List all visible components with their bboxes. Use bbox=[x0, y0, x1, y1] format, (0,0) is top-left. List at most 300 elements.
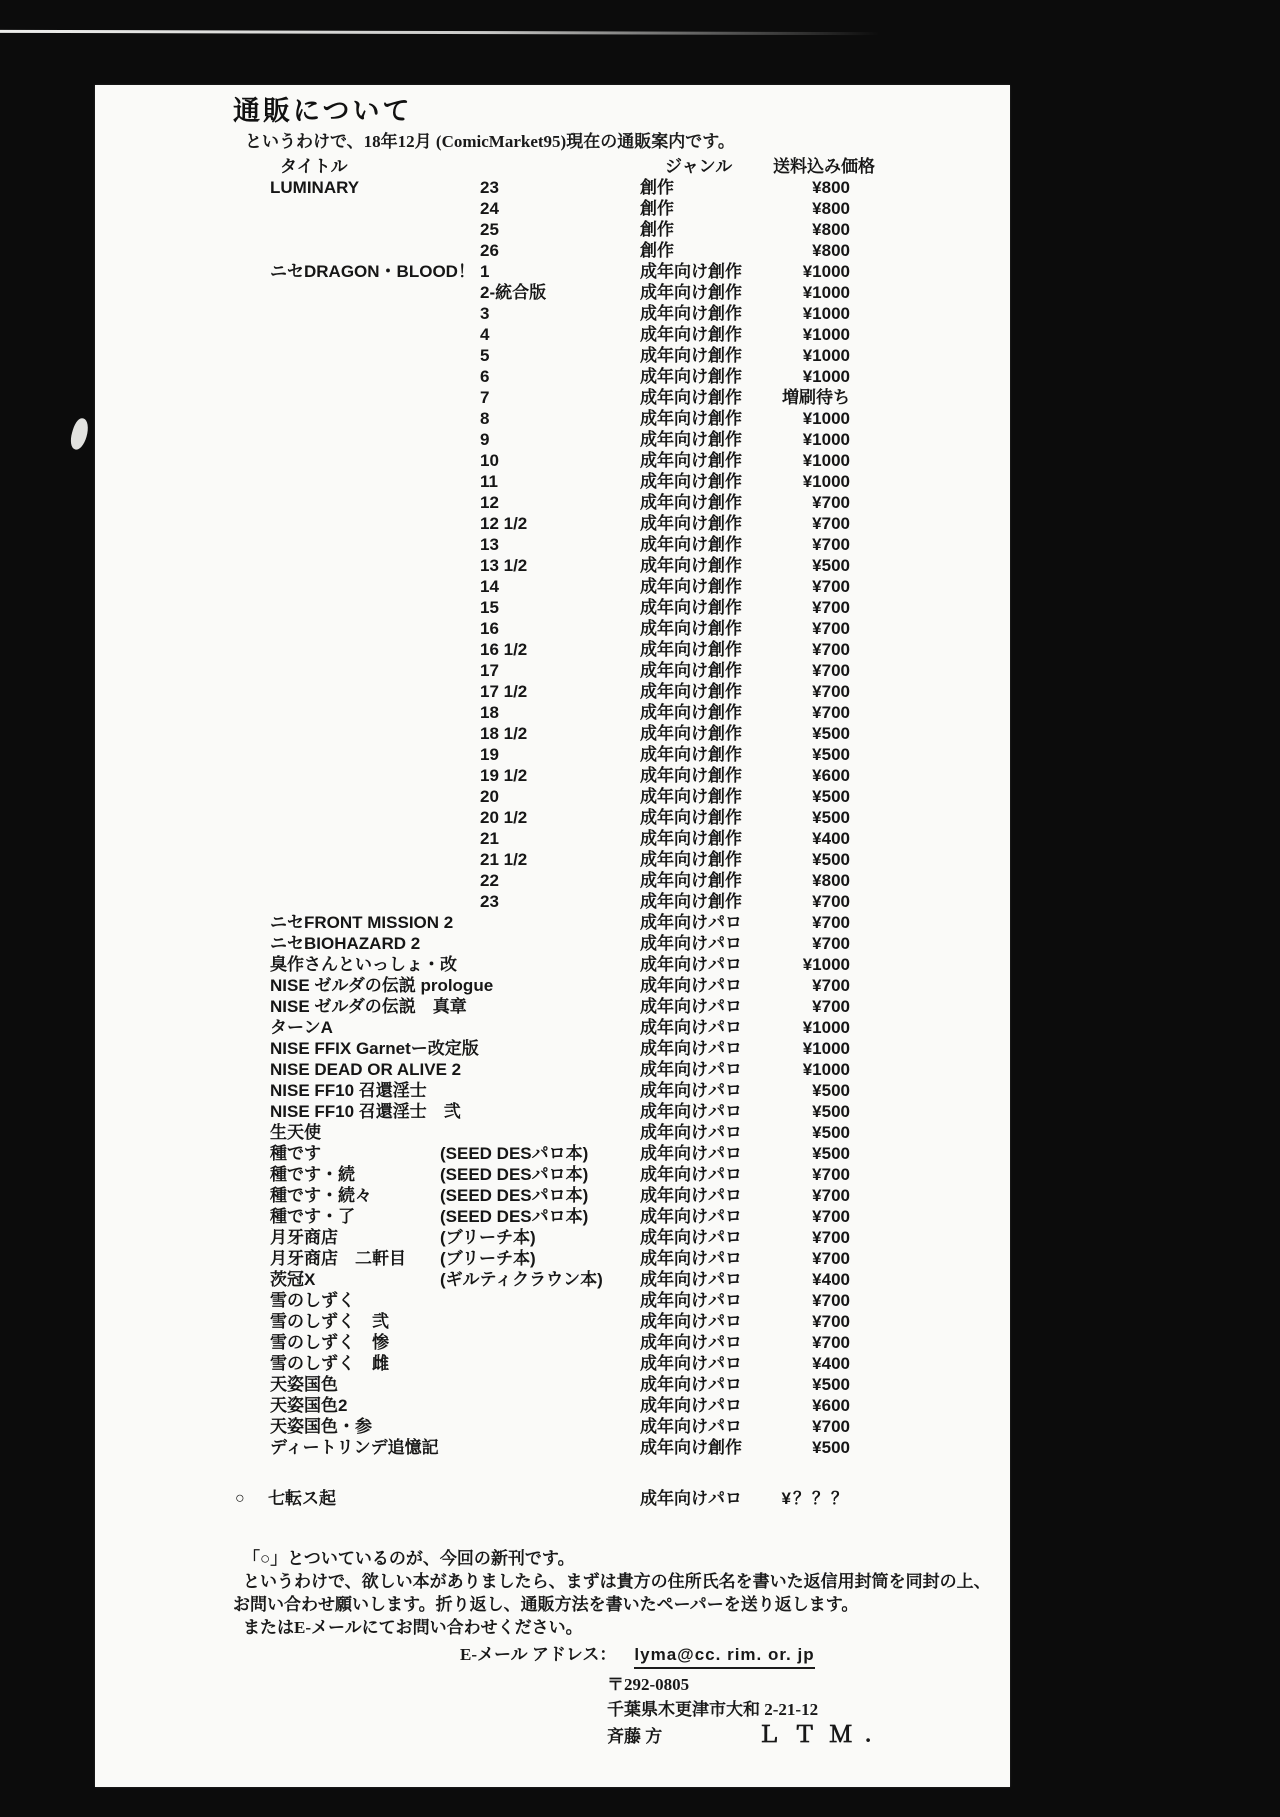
item-title: 天姿国色・参 bbox=[270, 1417, 372, 1436]
table-row bbox=[270, 555, 1010, 576]
item-title bbox=[270, 366, 440, 387]
item-price: ¥500 bbox=[812, 808, 850, 827]
column-header-genre: ジャンル bbox=[665, 157, 733, 176]
item-price: ¥1000 bbox=[802, 325, 850, 344]
item-title bbox=[270, 618, 440, 639]
table-row bbox=[270, 387, 1010, 408]
item-title bbox=[270, 198, 440, 219]
item-genre: 成年向け創作 bbox=[640, 535, 742, 554]
table-row bbox=[270, 1122, 1010, 1143]
table-row bbox=[270, 1374, 1010, 1395]
item-title bbox=[270, 513, 440, 534]
item-price: ¥1000 bbox=[802, 283, 850, 302]
item-number: 19 bbox=[480, 745, 499, 764]
item-title: NISE DEAD OR ALIVE 2 bbox=[270, 1060, 462, 1079]
item-number bbox=[440, 1290, 640, 1311]
item-price: ¥1000 bbox=[802, 451, 850, 470]
item-title: NISE FFIX Garnetー改定版 bbox=[270, 1039, 479, 1058]
item-number: 25 bbox=[480, 220, 499, 239]
item-title bbox=[270, 828, 440, 849]
item-number: 10 bbox=[480, 451, 499, 470]
item-title bbox=[270, 345, 440, 366]
item-price: ¥500 bbox=[812, 724, 850, 743]
item-title: 臭作さんといっしょ・改 bbox=[270, 955, 457, 974]
item-title: 雪のしずく 惨 bbox=[270, 1333, 389, 1352]
contact-name: 斉藤 方 bbox=[607, 1727, 663, 1746]
table-row bbox=[270, 1143, 1010, 1164]
item-title: 生天使 bbox=[270, 1123, 321, 1142]
table-row bbox=[270, 303, 1010, 324]
item-number: 17 1/2 bbox=[480, 682, 528, 701]
item-title: ニセBIOHAZARD 2 bbox=[270, 934, 421, 953]
item-title bbox=[270, 786, 440, 807]
item-price: ¥500 bbox=[812, 1123, 850, 1142]
new-release-price: ¥？？？ bbox=[781, 1489, 850, 1508]
item-genre: 成年向け創作 bbox=[640, 1438, 742, 1457]
item-number: 8 bbox=[480, 409, 490, 428]
item-number bbox=[440, 1101, 640, 1122]
table-row bbox=[270, 786, 1010, 807]
table-row bbox=[270, 975, 1010, 996]
table-row bbox=[270, 513, 1010, 534]
item-genre: 成年向けパロ bbox=[640, 1186, 742, 1205]
table-row bbox=[270, 1206, 1010, 1227]
item-genre: 成年向け創作 bbox=[640, 367, 742, 386]
item-price: ¥1000 bbox=[802, 955, 850, 974]
email-label: E-メール アドレス： bbox=[460, 1645, 617, 1664]
page-title: 通販について bbox=[233, 96, 413, 126]
item-genre: 成年向け創作 bbox=[640, 703, 742, 722]
item-genre: 成年向けパロ bbox=[640, 1228, 742, 1247]
item-number: 9 bbox=[480, 430, 490, 449]
item-title bbox=[270, 471, 440, 492]
item-price: ¥700 bbox=[812, 934, 850, 953]
item-genre: 成年向け創作 bbox=[640, 451, 742, 470]
item-title bbox=[270, 660, 440, 681]
item-number bbox=[440, 1080, 640, 1101]
contact-line bbox=[607, 1722, 1010, 1749]
item-price: 増刷待ち bbox=[782, 388, 850, 407]
table-row bbox=[270, 912, 1010, 933]
item-number: 16 1/2 bbox=[480, 640, 528, 659]
item-price: ¥700 bbox=[812, 1165, 850, 1184]
item-title bbox=[270, 408, 440, 429]
table-header-row bbox=[270, 156, 1010, 177]
postal-code: 〒292-0805 bbox=[607, 1675, 690, 1694]
footer-note-line: またはE-メールにてお問い合わせください。 bbox=[243, 1618, 583, 1637]
circle-name: ＬＴＭ. bbox=[757, 1722, 884, 1747]
table-row bbox=[270, 1290, 1010, 1311]
item-number bbox=[440, 954, 640, 975]
item-number bbox=[440, 912, 640, 933]
item-price: ¥700 bbox=[812, 598, 850, 617]
item-genre: 成年向け創作 bbox=[640, 745, 742, 764]
item-genre: 創作 bbox=[640, 220, 674, 239]
item-title bbox=[270, 534, 440, 555]
table-row bbox=[270, 534, 1010, 555]
price-table bbox=[270, 156, 1010, 1458]
item-genre: 成年向けパロ bbox=[640, 1333, 742, 1352]
item-genre: 成年向け創作 bbox=[640, 829, 742, 848]
item-title: 天姿国色 bbox=[270, 1375, 338, 1394]
item-number bbox=[440, 1332, 640, 1353]
table-row bbox=[270, 240, 1010, 261]
item-price: ¥500 bbox=[812, 1438, 850, 1457]
column-header-spacer bbox=[450, 156, 650, 177]
item-genre: 成年向け創作 bbox=[640, 724, 742, 743]
item-price: ¥500 bbox=[812, 1102, 850, 1121]
table-row bbox=[270, 1248, 1010, 1269]
table-row bbox=[270, 1017, 1010, 1038]
item-title bbox=[270, 723, 440, 744]
item-price: ¥700 bbox=[812, 997, 850, 1016]
item-price: ¥1000 bbox=[802, 472, 850, 491]
item-genre: 成年向け創作 bbox=[640, 682, 742, 701]
item-genre: 成年向け創作 bbox=[640, 409, 742, 428]
item-price: ¥1000 bbox=[802, 367, 850, 386]
item-genre: 成年向けパロ bbox=[640, 997, 742, 1016]
item-title bbox=[270, 744, 440, 765]
item-genre: 成年向けパロ bbox=[640, 1354, 742, 1373]
item-price: ¥700 bbox=[812, 913, 850, 932]
catalog-page bbox=[95, 85, 1010, 1787]
item-number bbox=[440, 1416, 640, 1437]
item-price: ¥700 bbox=[812, 535, 850, 554]
item-genre: 創作 bbox=[640, 199, 674, 218]
item-number bbox=[440, 1017, 640, 1038]
item-price: ¥500 bbox=[812, 1144, 850, 1163]
item-title bbox=[270, 450, 440, 471]
item-title bbox=[270, 576, 440, 597]
item-title: 天姿国色2 bbox=[270, 1396, 348, 1415]
table-row bbox=[270, 723, 1010, 744]
item-price: ¥700 bbox=[812, 682, 850, 701]
item-title bbox=[270, 702, 440, 723]
item-price: ¥700 bbox=[812, 577, 850, 596]
item-number: 22 bbox=[480, 871, 499, 890]
item-price: ¥700 bbox=[812, 1186, 850, 1205]
item-price: ¥400 bbox=[812, 1354, 850, 1373]
item-genre: 成年向け創作 bbox=[640, 430, 742, 449]
item-title bbox=[270, 492, 440, 513]
item-price: ¥500 bbox=[812, 850, 850, 869]
item-number bbox=[440, 1059, 640, 1080]
table-row bbox=[270, 702, 1010, 723]
item-price: ¥800 bbox=[812, 199, 850, 218]
item-genre: 成年向け創作 bbox=[640, 283, 742, 302]
item-number: (ブリーチ本) bbox=[440, 1249, 536, 1268]
item-number bbox=[440, 1038, 640, 1059]
intro-text: というわけで、18年12月 (ComicMarket95)現在の通販案内です。 bbox=[245, 132, 735, 151]
table-row bbox=[270, 345, 1010, 366]
table-row bbox=[270, 261, 1010, 282]
scan-artifact-line bbox=[0, 30, 880, 35]
item-title bbox=[270, 639, 440, 660]
item-price: ¥700 bbox=[812, 661, 850, 680]
item-title bbox=[270, 219, 440, 240]
item-genre: 成年向け創作 bbox=[640, 514, 742, 533]
email-row bbox=[460, 1643, 1010, 1669]
table-row bbox=[270, 870, 1010, 891]
item-title bbox=[270, 240, 440, 261]
item-number: 21 bbox=[480, 829, 499, 848]
table-row bbox=[270, 807, 1010, 828]
item-price: ¥800 bbox=[812, 220, 850, 239]
item-genre: 成年向け創作 bbox=[640, 850, 742, 869]
item-genre: 成年向けパロ bbox=[640, 1249, 742, 1268]
new-release-title: 七転ス起 bbox=[268, 1489, 336, 1508]
item-number: 2-統合版 bbox=[480, 283, 547, 302]
item-title: 雪のしずく 弐 bbox=[270, 1312, 389, 1331]
item-title bbox=[270, 870, 440, 891]
item-genre: 成年向けパロ bbox=[640, 1207, 742, 1226]
street-address: 千葉県木更津市大和 2-21-12 bbox=[607, 1700, 819, 1719]
item-title bbox=[270, 303, 440, 324]
item-genre: 成年向けパロ bbox=[640, 1312, 742, 1331]
item-genre: 成年向け創作 bbox=[640, 766, 742, 785]
new-release-genre: 成年向けパロ bbox=[640, 1489, 742, 1508]
item-number: (ギルティクラウン本) bbox=[440, 1270, 603, 1289]
table-row bbox=[270, 1416, 1010, 1437]
item-number: (SEED DESパロ本) bbox=[440, 1165, 589, 1184]
item-title bbox=[270, 429, 440, 450]
item-title bbox=[270, 324, 440, 345]
table-row bbox=[270, 492, 1010, 513]
table-row bbox=[270, 1311, 1010, 1332]
item-number bbox=[440, 975, 640, 996]
item-number: 23 bbox=[480, 892, 499, 911]
item-genre: 成年向け創作 bbox=[640, 661, 742, 680]
table-row bbox=[270, 1437, 1010, 1458]
item-number: 19 1/2 bbox=[480, 766, 528, 785]
table-row bbox=[270, 1332, 1010, 1353]
table-row bbox=[270, 177, 1010, 198]
item-number: 12 1/2 bbox=[480, 514, 528, 533]
item-price: ¥1000 bbox=[802, 1060, 850, 1079]
table-row bbox=[270, 408, 1010, 429]
item-price: ¥600 bbox=[812, 766, 850, 785]
item-title: 種です・了 bbox=[270, 1207, 355, 1226]
item-price: ¥800 bbox=[812, 871, 850, 890]
item-genre: 創作 bbox=[640, 178, 674, 197]
column-header-price: 送料込み価格 bbox=[773, 157, 875, 176]
footer-note-line: というわけで、欲しい本がありましたら、まずは貴方の住所氏名を書いた返信用封筒を同封の上、 bbox=[243, 1572, 991, 1591]
item-price: ¥700 bbox=[812, 640, 850, 659]
table-row bbox=[270, 660, 1010, 681]
table-row bbox=[270, 597, 1010, 618]
item-price: ¥600 bbox=[812, 1396, 850, 1415]
item-price: ¥700 bbox=[812, 1417, 850, 1436]
item-number: 15 bbox=[480, 598, 499, 617]
item-genre: 成年向け創作 bbox=[640, 346, 742, 365]
item-number: 11 bbox=[480, 472, 498, 491]
item-genre: 成年向けパロ bbox=[640, 1060, 742, 1079]
table-row bbox=[270, 1101, 1010, 1122]
item-price: ¥700 bbox=[812, 892, 850, 911]
item-genre: 成年向け創作 bbox=[640, 262, 742, 281]
item-number bbox=[440, 1374, 640, 1395]
item-title: NISE FF10 召還淫士 弐 bbox=[270, 1102, 461, 1121]
item-number: 20 bbox=[480, 787, 499, 806]
item-title: 雪のしずく bbox=[270, 1291, 355, 1310]
table-row bbox=[270, 450, 1010, 471]
item-number: (SEED DESパロ本) bbox=[440, 1207, 589, 1226]
item-title: 種です bbox=[270, 1144, 321, 1163]
item-number bbox=[440, 1311, 640, 1332]
item-price: ¥500 bbox=[812, 1081, 850, 1100]
item-genre: 成年向け創作 bbox=[640, 577, 742, 596]
item-title bbox=[270, 891, 440, 912]
item-genre: 創作 bbox=[640, 241, 674, 260]
item-genre: 成年向け創作 bbox=[640, 325, 742, 344]
table-row bbox=[270, 744, 1010, 765]
item-price: ¥1000 bbox=[802, 1018, 850, 1037]
item-title: 月牙商店 二軒目 bbox=[270, 1249, 406, 1268]
item-number: 18 bbox=[480, 703, 499, 722]
table-row bbox=[270, 996, 1010, 1017]
item-title bbox=[270, 849, 440, 870]
item-title bbox=[270, 282, 440, 303]
item-title: ニセFRONT MISSION 2 bbox=[270, 913, 454, 932]
table-row bbox=[270, 1059, 1010, 1080]
table-row bbox=[270, 429, 1010, 450]
table-row bbox=[270, 1038, 1010, 1059]
item-number: 12 bbox=[480, 493, 499, 512]
item-genre: 成年向けパロ bbox=[640, 1018, 742, 1037]
item-genre: 成年向け創作 bbox=[640, 871, 742, 890]
item-genre: 成年向けパロ bbox=[640, 1102, 742, 1121]
item-title bbox=[270, 555, 440, 576]
item-genre: 成年向けパロ bbox=[640, 1396, 742, 1415]
table-row bbox=[270, 828, 1010, 849]
item-number: 20 1/2 bbox=[480, 808, 528, 827]
item-number: 4 bbox=[480, 325, 490, 344]
item-genre: 成年向けパロ bbox=[640, 955, 742, 974]
item-title: 雪のしずく 雌 bbox=[270, 1354, 389, 1373]
item-genre: 成年向け創作 bbox=[640, 787, 742, 806]
item-price: ¥400 bbox=[812, 1270, 850, 1289]
item-title bbox=[270, 597, 440, 618]
item-genre: 成年向けパロ bbox=[640, 1144, 742, 1163]
item-price: ¥800 bbox=[812, 241, 850, 260]
item-number bbox=[440, 1395, 640, 1416]
item-number: 6 bbox=[480, 367, 490, 386]
item-number: 16 bbox=[480, 619, 499, 638]
table-row bbox=[270, 618, 1010, 639]
table-row bbox=[270, 219, 1010, 240]
item-genre: 成年向けパロ bbox=[640, 934, 742, 953]
item-title bbox=[270, 387, 440, 408]
item-number: 13 bbox=[480, 535, 499, 554]
item-price: ¥500 bbox=[812, 1375, 850, 1394]
item-title: NISE ゼルダの伝説 真章 bbox=[270, 997, 467, 1016]
table-row bbox=[270, 639, 1010, 660]
item-price: ¥1000 bbox=[802, 304, 850, 323]
item-title: 種です・続々 bbox=[270, 1186, 372, 1205]
table-row bbox=[270, 849, 1010, 870]
item-price: ¥1000 bbox=[802, 262, 850, 281]
footer-note-line: 「○」とついているのが、今回の新刊です。 bbox=[243, 1549, 575, 1568]
table-row bbox=[270, 282, 1010, 303]
item-genre: 成年向けパロ bbox=[640, 1291, 742, 1310]
address-block bbox=[607, 1672, 1010, 1749]
item-genre: 成年向け創作 bbox=[640, 808, 742, 827]
item-number: (SEED DESパロ本) bbox=[440, 1186, 589, 1205]
item-price: ¥1000 bbox=[802, 409, 850, 428]
item-genre: 成年向けパロ bbox=[640, 1417, 742, 1436]
item-number bbox=[440, 1122, 640, 1143]
item-number: 14 bbox=[480, 577, 499, 596]
item-genre: 成年向け創作 bbox=[640, 619, 742, 638]
item-price: ¥400 bbox=[812, 829, 850, 848]
table-row bbox=[270, 765, 1010, 786]
item-number: 5 bbox=[480, 346, 490, 365]
item-genre: 成年向け創作 bbox=[640, 493, 742, 512]
item-price: ¥500 bbox=[812, 556, 850, 575]
table-row bbox=[270, 1164, 1010, 1185]
item-price: ¥700 bbox=[812, 493, 850, 512]
table-row bbox=[270, 324, 1010, 345]
new-release-marker: ○ bbox=[235, 1490, 245, 1507]
item-number: 18 1/2 bbox=[480, 724, 528, 743]
item-number bbox=[440, 1353, 640, 1374]
item-price: ¥500 bbox=[812, 745, 850, 764]
item-title: ディートリンデ追憶記 bbox=[270, 1438, 439, 1457]
item-price: ¥1000 bbox=[802, 346, 850, 365]
item-number: 21 1/2 bbox=[480, 850, 528, 869]
item-price: ¥800 bbox=[812, 178, 850, 197]
item-price: ¥700 bbox=[812, 1228, 850, 1247]
item-price: ¥1000 bbox=[802, 1039, 850, 1058]
item-genre: 成年向けパロ bbox=[640, 1123, 742, 1142]
item-genre: 成年向け創作 bbox=[640, 892, 742, 911]
item-number: 13 1/2 bbox=[480, 556, 528, 575]
table-row bbox=[270, 198, 1010, 219]
item-genre: 成年向け創作 bbox=[640, 640, 742, 659]
item-title: 月牙商店 bbox=[270, 1228, 338, 1247]
item-number: 17 bbox=[480, 661, 499, 680]
item-genre: 成年向け創作 bbox=[640, 598, 742, 617]
item-genre: 成年向けパロ bbox=[640, 1081, 742, 1100]
item-genre: 成年向け創作 bbox=[640, 304, 742, 323]
item-number: 26 bbox=[480, 241, 499, 260]
item-title bbox=[270, 765, 440, 786]
email-address: lyma@cc. rim. or. jp bbox=[634, 1643, 814, 1669]
footer-note-line: お問い合わせ願いします。折り返し、通販方法を書いたペーパーを送り返します。 bbox=[233, 1595, 859, 1614]
item-genre: 成年向けパロ bbox=[640, 1039, 742, 1058]
table-row bbox=[270, 576, 1010, 597]
table-row bbox=[270, 1185, 1010, 1206]
item-number: 1 bbox=[480, 262, 490, 281]
item-number: 23 bbox=[480, 178, 499, 197]
item-price: ¥700 bbox=[812, 1249, 850, 1268]
item-genre: 成年向けパロ bbox=[640, 976, 742, 995]
table-body bbox=[270, 177, 1010, 1458]
item-genre: 成年向けパロ bbox=[640, 1375, 742, 1394]
item-title: ターンA bbox=[270, 1018, 333, 1037]
item-price: ¥700 bbox=[812, 703, 850, 722]
item-genre: 成年向け創作 bbox=[640, 556, 742, 575]
item-number bbox=[440, 1437, 640, 1458]
item-price: ¥700 bbox=[812, 1333, 850, 1352]
scan-artifact-blob bbox=[68, 417, 91, 452]
footer-notes bbox=[95, 1547, 1010, 1749]
item-price: ¥1000 bbox=[802, 430, 850, 449]
item-number: (ブリーチ本) bbox=[440, 1228, 536, 1247]
item-price: ¥500 bbox=[812, 787, 850, 806]
table-row bbox=[270, 891, 1010, 912]
item-number: 3 bbox=[480, 304, 490, 323]
